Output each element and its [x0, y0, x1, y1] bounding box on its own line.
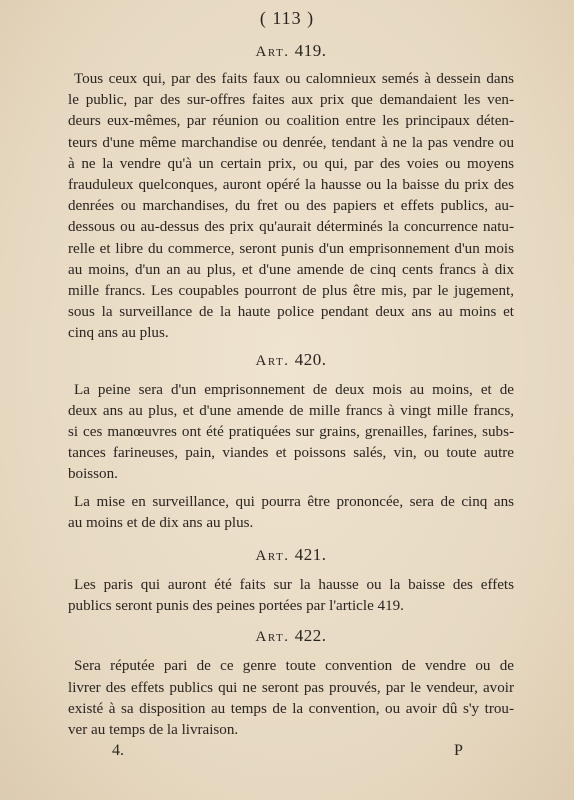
text-line: teurs d'une même marchandise ou denrée, tendant à ne la pas vendre ou	[68, 134, 514, 151]
text-line: deux ans au plus, et d'une amende de mille francs à vingt mille francs,	[68, 402, 514, 419]
text-line: deurs eux-mêmes, par réunion ou coalition entre les principaux déten-	[68, 113, 514, 130]
text-line: Les paris qui auront été faits sur la hausse ou la baisse des effets	[74, 577, 514, 594]
article-paragraph	[68, 380, 514, 486]
article-paragraph	[68, 492, 514, 534]
text-line: frauduleux quelconques, auront opéré la hausse ou la baisse du prix des	[68, 177, 514, 194]
text-line: ver au temps de la livraison.	[68, 722, 239, 739]
article-paragraph	[68, 69, 514, 345]
text-line: au moins et de dix ans au plus.	[68, 514, 254, 531]
text-line: cinq ans au plus.	[68, 325, 169, 342]
text-line: boisson.	[68, 466, 118, 483]
text-line: Sera réputée pari de ce genre toute convention de vendre ou de	[74, 658, 514, 675]
text-line: relle et libre du commerce, seront punis d'un emprisonnement d'un mois	[68, 240, 514, 257]
text-line: au moins, d'un an au plus, et d'une amende de cinq cents francs à dix	[68, 261, 514, 278]
article-heading: Art. 419.	[255, 41, 327, 60]
article-heading: Art. 422.	[255, 626, 327, 646]
text-line: tances farineuses, pain, viandes et poissons salés, vin, ou toute autre	[68, 445, 514, 462]
page-number: ( 113 )	[259, 8, 315, 28]
signature-left: 4.	[112, 742, 124, 759]
text-line: publics seront punis des peines portées par l'article 419.	[68, 598, 404, 615]
text-line: Tous ceux qui, par des faits faux ou calomnieux semés à dessein dans	[74, 71, 514, 87]
text-line: le public, par des sur-offres faites aux prix que demandaient les ven-	[68, 92, 514, 109]
text-line: La mise en surveillance, qui pourra être prononcée, sera de cinq ans	[74, 493, 514, 510]
text-line: mille francs. Les coupables pourront de plus être mis, par le jugement,	[68, 283, 514, 300]
article-paragraph	[68, 656, 514, 741]
article-heading: Art. 421.	[255, 545, 327, 565]
document-body	[68, 40, 514, 741]
text-line: La peine sera d'un emprisonnement de deux mois au moins, et de	[74, 381, 514, 398]
text-line: dessous ou au-dessus des prix qu'aurait déterminés la concurrence natu-	[68, 219, 514, 236]
text-line: denrées ou marchandises, du fret ou des papiers et effets publics, au-	[68, 198, 514, 215]
article-paragraph	[68, 575, 514, 617]
text-line: sous la surveillance de la haute police pendant deux ans au moins et	[68, 304, 514, 321]
article-heading: Art. 420.	[255, 349, 327, 369]
text-line: livrer des effets publics qui ne seront pas prouvés, par le vendeur, avoir	[68, 679, 514, 696]
text-line: à ne la vendre qu'à un certain prix, ou qui, par des voies ou moyens	[68, 155, 514, 172]
text-line: si ces manœuvres ont été pratiquées sur grains, grenailles, farines, subs-	[68, 424, 514, 441]
signature-right: P	[454, 742, 463, 759]
text-line: existé à sa disposition au temps de la convention, ou avoir dû s'y trou-	[68, 700, 514, 717]
